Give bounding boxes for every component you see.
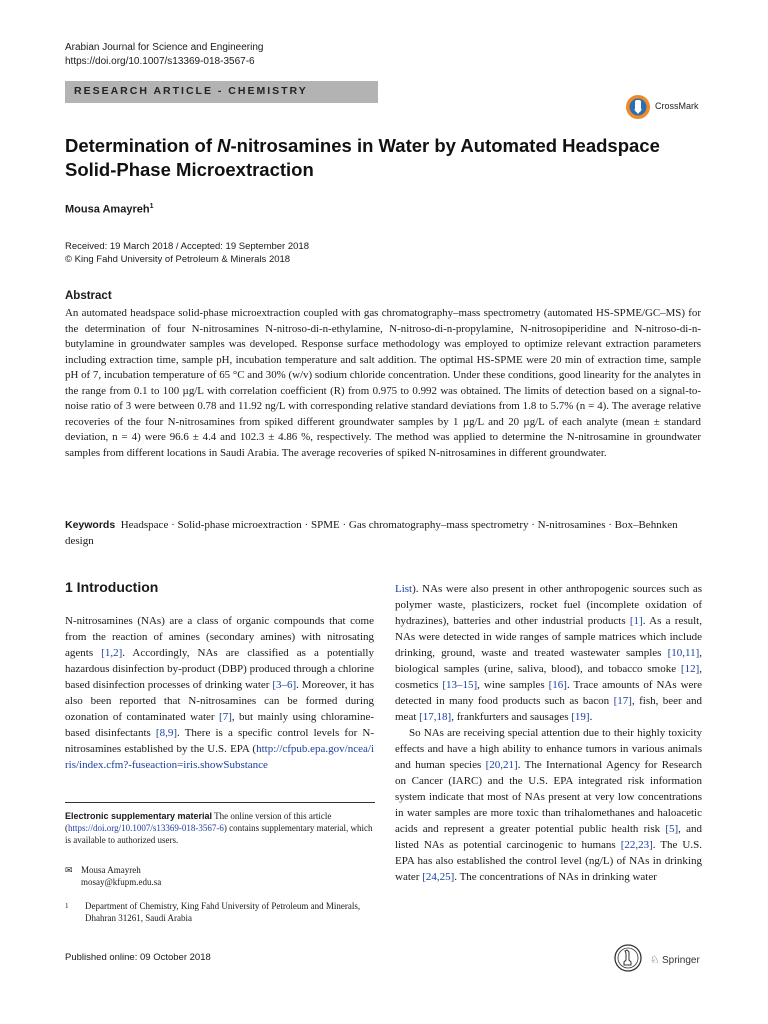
title-italic: N: [217, 135, 231, 156]
citation-link[interactable]: [17]: [613, 695, 632, 707]
citation-link[interactable]: [7]: [219, 711, 232, 723]
keywords-label: Keywords: [65, 519, 116, 531]
epa-url-link-continued[interactable]: List: [395, 583, 413, 595]
article-type-label: RESEARCH ARTICLE - CHEMISTRY: [74, 85, 308, 97]
citation-link[interactable]: [10,11]: [667, 647, 700, 659]
citation-link[interactable]: [5]: [665, 823, 679, 835]
title-part1: Determination of: [65, 135, 218, 156]
envelope-icon: ✉: [65, 865, 73, 875]
esm-text: The online version of this article (: [65, 811, 332, 833]
intro-text: , wine samples: [477, 679, 549, 691]
citation-link[interactable]: [24,25]: [422, 871, 455, 883]
intro-text: So NAs are receiving special attention due to their highly toxicity effects and have a high ability to enhance tumors in various animals and human species: [395, 727, 702, 771]
citation-link[interactable]: [12]: [680, 663, 700, 675]
intro-text: . Trace amounts of NAs were detected in many food products such as bacon: [395, 679, 702, 707]
paragraph: [395, 725, 702, 885]
citation-link[interactable]: [20,21]: [485, 759, 518, 771]
keywords: [65, 517, 705, 549]
intro-text: , and listed NAs as potential carcinogenic to humans: [395, 823, 702, 851]
paragraph: [395, 581, 702, 725]
intro-text: , frankfurters and sausages: [451, 711, 572, 723]
esm-label: Electronic supplementary material: [65, 811, 213, 821]
intro-text: , fish, beer and meat: [395, 695, 702, 723]
epa-url-link[interactable]: http://cfpub.epa.gov/ncea/iris/index.cfm?-fuseaction=iris.showSubstance: [65, 743, 374, 771]
supplementary-note: [65, 810, 375, 846]
keywords-list: Headspace · Solid-phase microextraction · SPME · Gas chromatography–mass spectrometry · N-nitrosamines · Box–Behnken design: [65, 519, 678, 547]
intro-text: . The International Agency for Research on Cancer (IARC) and the U.S. EPA integrated risk information system indicate that most of NAs present at very low concentrations in water samples are more toxic than trihalomethanes and haloacetic acids and represent a greater potential public health risk: [395, 759, 703, 835]
citation-link[interactable]: [3–6]: [272, 679, 297, 691]
author: [65, 203, 153, 216]
intro-text: .: [589, 711, 593, 723]
citation-link[interactable]: [1]: [629, 615, 643, 627]
affiliation: [65, 900, 375, 924]
affiliation-number: 1: [65, 902, 69, 910]
intro-text: N-nitrosamines (NAs) are a class of organic compounds that come from the reaction of amines (secondary amines) with nitrosating agents: [65, 615, 374, 659]
section-heading-introduction: 1 Introduction: [65, 579, 159, 595]
citation-link[interactable]: [19]: [571, 711, 590, 723]
abstract-heading: Abstract: [65, 290, 112, 302]
journal-header: [65, 41, 263, 69]
intro-text: . The concentrations of NAs in drinking water: [454, 871, 657, 883]
citation-link[interactable]: [22,23]: [620, 839, 653, 851]
intro-right-column: [395, 581, 702, 885]
received-accepted: Received: 19 March 2018 / Accepted: 19 September 2018: [65, 241, 309, 252]
intro-left-column: [65, 613, 374, 773]
publisher-logo: [612, 942, 708, 974]
footnote-divider: [65, 802, 375, 803]
published-date: Published online: 09 October 2018: [65, 952, 211, 963]
abstract-text: An automated headspace solid-phase microextraction coupled with gas chromatography–mass spectrometry (automated HS-SPME/GC–MS) for the determination of four N-nitrosamines N-nitroso-di-n-ethylamine, N-nitroso-di-n-propylamine, N-nitrosopiperidine and N-nitroso-di-n-butylamine in groundwater samples was developed. Response surface methodology was employed to optimize relevant extraction parameters including extraction time, sample pH, incubation temperature and salt addition. The optimal HS-SPME were 20 min of extraction time, sample pH of 7, incubation temperature of 65 °C and 30% (w/v) sodium chloride concentration. Under these conditions, good linearity for the analytes in the range from 0.1 to 100 µg/L with correlation coefficient (R) from 0.975 to 0.992 was obtained. The limits of detection based on a signal-to-noise ratio of 3 were between 0.78 and 11.92 ng/L with corresponding relative standard deviations from 1.8 to 5.7% (n = 4). The average relative recoveries of the four N-nitrosamines from spiked different groundwater samples by 1 µg/L and 20 µg/L of each analyte (mean ± standard deviation, n = 4) were 96.6 ± 4.4 and 102.3 ± 4.86 %, respectively. The method was applied to determine the N-nitrosamine in groundwater samples from different locations in Saudi Arabia. The average recoveries of spiked N-nitrosamines in different groundwater.: [65, 307, 701, 459]
article-title: [65, 134, 685, 182]
article-dates: [65, 240, 309, 266]
corresponding-author: [65, 864, 161, 888]
esm-text: ) contains supplementary material, which is available to authorized users.: [65, 823, 373, 845]
intro-text: . There is a specific control levels for N-nitrosamines established by the U.S. EPA (: [65, 727, 374, 755]
contact-name: Mousa Amayreh: [81, 865, 141, 875]
crossmark-label: CrossMark: [655, 101, 699, 111]
crossmark-icon: [625, 94, 651, 120]
citation-link[interactable]: [16]: [548, 679, 567, 691]
intro-text: ). NAs were also present in other anthropogenic sources such as polymer waste, plasticizers, rocket fuel (incomplete oxidation of hydrazines), batteries and other industrial products: [395, 583, 702, 627]
author-affiliation-mark: 1: [149, 203, 154, 210]
article-type-banner: [65, 81, 378, 103]
publisher-name: Springer: [662, 955, 700, 966]
intro-text: . The U.S. EPA has also established the control level (ng/L) of NAs in drinking water: [395, 839, 702, 883]
citation-link[interactable]: [13–15]: [442, 679, 478, 691]
title-part2: -nitrosamines in Water by Automated Headspace Solid-Phase Microextraction: [65, 135, 660, 180]
journal-name: Arabian Journal for Science and Engineering: [65, 42, 264, 53]
intro-text: , cosmetics: [395, 663, 702, 691]
intro-text: , biological samples (urine, saliva, blood), and tobacco smoke: [395, 647, 702, 675]
journal-doi[interactable]: https://doi.org/10.1007/s13369-018-3567-6: [65, 56, 255, 67]
copyright: © King Fahd University of Petroleum & Minerals 2018: [65, 254, 291, 265]
affiliation-text: Department of Chemistry, King Fahd University of Petroleum and Minerals, Dhahran 31261, Saudi Arabia: [85, 901, 361, 923]
crossmark-badge[interactable]: [625, 94, 705, 122]
citation-link[interactable]: [17,18]: [419, 711, 452, 723]
author-name: Mousa Amayreh: [65, 203, 150, 216]
intro-text: . Accordingly, NAs are classified as a potentially hazardous disinfection by-product (DBP) produced through a chlorine based disinfection processes of drinking water: [65, 647, 374, 691]
intro-text: , but mainly using chloramine-based disinfectants: [65, 711, 374, 739]
springer-horse-icon: ♘: [650, 955, 660, 966]
intro-text: . Moreover, it has also been reported that N-nitrosamines can be formed during ozonation of contaminated water: [65, 679, 374, 723]
intro-text: . As a result, NAs were detected in wide ranges of sample matrices which include drinking, ground, waste and treated wastewater samples: [395, 615, 702, 659]
springer-seal-icon: [612, 942, 644, 974]
citation-link[interactable]: [1,2]: [101, 647, 123, 659]
citation-link[interactable]: [8,9]: [155, 727, 177, 739]
contact-email[interactable]: mosay@kfupm.edu.sa: [81, 877, 162, 887]
esm-doi-link[interactable]: https://doi.org/10.1007/s13369-018-3567-6: [68, 823, 224, 833]
